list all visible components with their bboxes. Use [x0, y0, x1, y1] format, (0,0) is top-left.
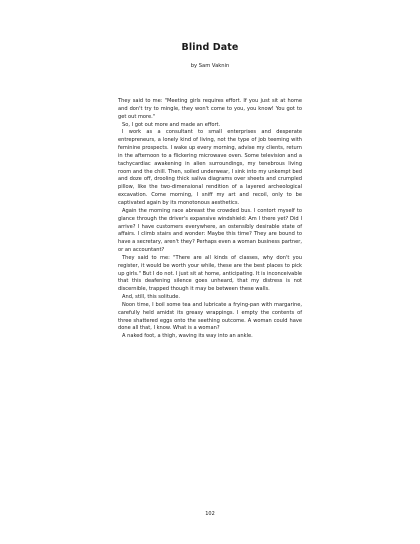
document-title: Blind Date: [181, 42, 239, 53]
paragraph: Noon time, I boil some tea and lubricate a frying-pan with margarine, carefully held amidst its greasy wrappings. I empty the contents of three shattered eggs onto the seething outcome. A woman could have done all that, I know. What is a woman?: [118, 301, 302, 332]
paragraph: I work as a consultant to small enterprises and desperate entrepreneurs, a lonely kind of living, not the type of job teeming with feminine prospects. I wake up every morning, advise my clients, return in the afternoon to a flickering microwave oven. Some television and a tachycardiac awakening in alien surroundings, my tenebrous living room and the chill. Then, soiled underwear, I sink into my unkempt bed and doze off, drooling thick saliva diagrams over sheets and crumpled pillow, like the two-dimensional rendition of a layered archeological excavation. Come morning, I sniff my art and recoil, only to be captivated again by its monotonous aesthetics.: [118, 129, 302, 206]
paragraph: Again the morning race abreast the crowded bus. I contort myself to glance through the driver's expansive windshield: Am I there yet? Did I arrive? I have customers everywhere, an ostensibly desirable state of affairs. I climb stairs and wonder: Maybe this time? They are bound to have a secretary, aren't they? Perhaps even a woman business partner, or an accountant?: [118, 207, 302, 254]
paragraph: A naked foot, a thigh, waving its way into an ankle.: [122, 333, 253, 340]
document-body: [118, 98, 302, 341]
paragraph: So, I got out more and made an effort.: [122, 121, 221, 128]
paragraph: They said to me: "There are all kinds of classes, why don't you register, it would be worth your while, these are the best places to pick up girls." But I do not. I just sit at home, anticipating. It is inconceivable that this deafening silence goes unheard, that my distress is not discernible, trapped though it may be between these walls.: [118, 254, 302, 293]
author-byline: by Sam Vaknin: [190, 63, 230, 69]
page-number: 102: [205, 511, 215, 517]
paragraph: They said to me: "Meeting girls requires effort. If you just sit at home and don't try to mingle, they won't come to you, you know! You got to get out more.": [118, 98, 302, 120]
paragraph: And, still, this solitude.: [122, 294, 181, 301]
